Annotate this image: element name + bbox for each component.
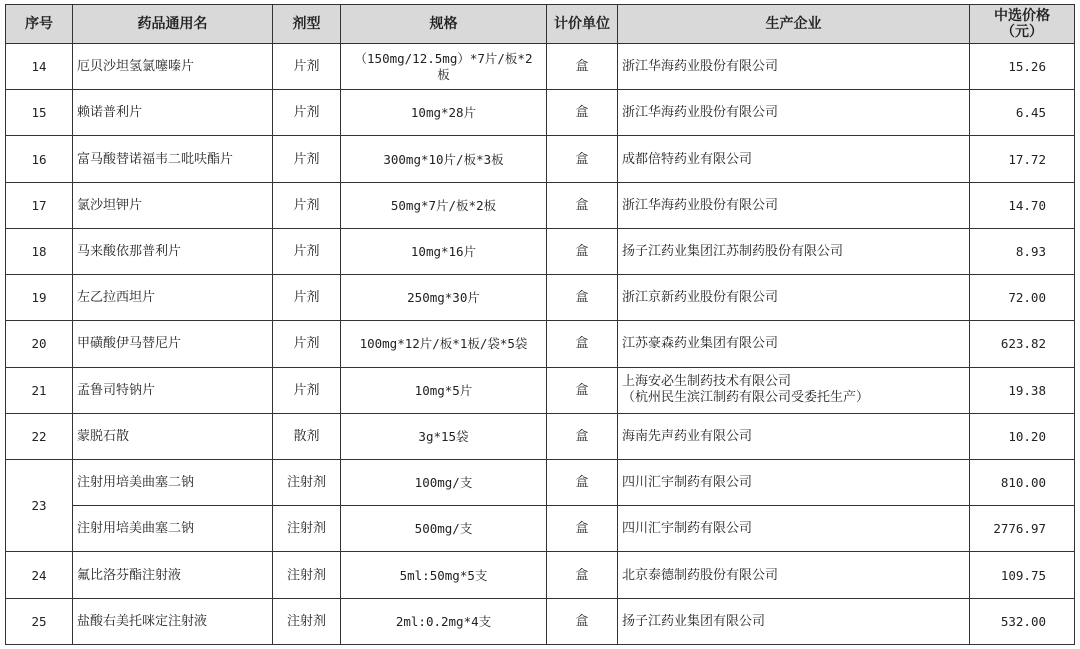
cell-form: 片剂 (273, 228, 341, 274)
cell-name: 厄贝沙坦氢氯噻嗪片 (73, 44, 273, 90)
cell-unit: 盒 (547, 44, 618, 90)
cell-form: 片剂 (273, 321, 341, 367)
table-row (6, 228, 1075, 274)
cell-maker: 扬子江药业集团江苏制药股份有限公司 (618, 228, 970, 274)
cell-maker: 扬子江药业集团有限公司 (618, 598, 970, 644)
cell-name: 孟鲁司特钠片 (73, 367, 273, 413)
cell-spec: 3g*15袋 (341, 413, 547, 459)
cell-form: 注射剂 (273, 506, 341, 552)
header-unit: 计价单位 (547, 5, 618, 44)
table-row (6, 367, 1075, 413)
cell-unit: 盒 (547, 321, 618, 367)
cell-spec: 250mg*30片 (341, 275, 547, 321)
cell-no: 20 (6, 321, 73, 367)
table-row (6, 552, 1075, 598)
table-row (6, 136, 1075, 182)
cell-price: 109.75 (970, 552, 1075, 598)
table-row (6, 598, 1075, 644)
cell-no: 17 (6, 182, 73, 228)
cell-spec: 100mg/支 (341, 459, 547, 505)
cell-name: 左乙拉西坦片 (73, 275, 273, 321)
drug-price-table (5, 4, 1075, 645)
cell-maker: 浙江华海药业股份有限公司 (618, 44, 970, 90)
table-row (6, 275, 1075, 321)
cell-unit: 盒 (547, 90, 618, 136)
cell-price: 8.93 (970, 228, 1075, 274)
table-row (6, 90, 1075, 136)
cell-name: 马来酸依那普利片 (73, 228, 273, 274)
cell-name: 注射用培美曲塞二钠 (73, 506, 273, 552)
cell-maker: 四川汇宇制药有限公司 (618, 506, 970, 552)
cell-form: 片剂 (273, 44, 341, 90)
cell-name: 甲磺酸伊马替尼片 (73, 321, 273, 367)
cell-form: 片剂 (273, 90, 341, 136)
cell-no: 22 (6, 413, 73, 459)
table-row (6, 182, 1075, 228)
cell-no: 15 (6, 90, 73, 136)
cell-unit: 盒 (547, 136, 618, 182)
cell-unit: 盒 (547, 275, 618, 321)
cell-maker: 浙江华海药业股份有限公司 (618, 182, 970, 228)
cell-no: 24 (6, 552, 73, 598)
cell-name: 氟比洛芬酯注射液 (73, 552, 273, 598)
cell-unit: 盒 (547, 506, 618, 552)
cell-no: 14 (6, 44, 73, 90)
header-spec: 规格 (341, 5, 547, 44)
cell-spec: 500mg/支 (341, 506, 547, 552)
cell-spec: 10mg*28片 (341, 90, 547, 136)
cell-form: 注射剂 (273, 459, 341, 505)
cell-spec: 5ml:50mg*5支 (341, 552, 547, 598)
table-row (6, 321, 1075, 367)
cell-no: 19 (6, 275, 73, 321)
cell-spec: 50mg*7片/板*2板 (341, 182, 547, 228)
header-price: 中选价格 （元） (970, 5, 1075, 44)
cell-price: 10.20 (970, 413, 1075, 459)
cell-maker: 江苏豪森药业集团有限公司 (618, 321, 970, 367)
cell-price: 15.26 (970, 44, 1075, 90)
cell-name: 赖诺普利片 (73, 90, 273, 136)
cell-spec: 10mg*16片 (341, 228, 547, 274)
cell-form: 片剂 (273, 275, 341, 321)
cell-no: 25 (6, 598, 73, 644)
cell-name: 注射用培美曲塞二钠 (73, 459, 273, 505)
cell-price: 14.70 (970, 182, 1075, 228)
cell-price: 2776.97 (970, 506, 1075, 552)
cell-unit: 盒 (547, 459, 618, 505)
cell-no: 21 (6, 367, 73, 413)
table-row (6, 459, 1075, 505)
cell-spec: 300mg*10片/板*3板 (341, 136, 547, 182)
cell-no: 16 (6, 136, 73, 182)
cell-form: 注射剂 (273, 552, 341, 598)
cell-maker: 海南先声药业有限公司 (618, 413, 970, 459)
cell-unit: 盒 (547, 182, 618, 228)
cell-unit: 盒 (547, 413, 618, 459)
cell-form: 片剂 (273, 136, 341, 182)
cell-name: 盐酸右美托咪定注射液 (73, 598, 273, 644)
cell-spec: 100mg*12片/板*1板/袋*5袋 (341, 321, 547, 367)
header-row (6, 5, 1075, 44)
header-maker: 生产企业 (618, 5, 970, 44)
cell-price: 532.00 (970, 598, 1075, 644)
table-row (6, 506, 1075, 552)
cell-maker: 成都倍特药业有限公司 (618, 136, 970, 182)
cell-name: 氯沙坦钾片 (73, 182, 273, 228)
cell-price: 6.45 (970, 90, 1075, 136)
cell-price: 810.00 (970, 459, 1075, 505)
cell-form: 片剂 (273, 182, 341, 228)
header-name: 药品通用名 (73, 5, 273, 44)
cell-form: 注射剂 (273, 598, 341, 644)
cell-price: 72.00 (970, 275, 1075, 321)
cell-unit: 盒 (547, 552, 618, 598)
cell-unit: 盒 (547, 598, 618, 644)
cell-unit: 盒 (547, 228, 618, 274)
cell-maker: 四川汇宇制药有限公司 (618, 459, 970, 505)
cell-price: 19.38 (970, 367, 1075, 413)
cell-name: 富马酸替诺福韦二吡呋酯片 (73, 136, 273, 182)
cell-unit: 盒 (547, 367, 618, 413)
cell-spec: （150mg/12.5mg）*7片/板*2 板 (341, 44, 547, 90)
cell-maker: 上海安必生制药技术有限公司 （杭州民生滨江制药有限公司受委托生产） (618, 367, 970, 413)
table-row (6, 44, 1075, 90)
cell-spec: 2ml:0.2mg*4支 (341, 598, 547, 644)
cell-spec: 10mg*5片 (341, 367, 547, 413)
cell-form: 片剂 (273, 367, 341, 413)
cell-maker: 浙江京新药业股份有限公司 (618, 275, 970, 321)
cell-maker: 浙江华海药业股份有限公司 (618, 90, 970, 136)
cell-no: 18 (6, 228, 73, 274)
header-form: 剂型 (273, 5, 341, 44)
header-no: 序号 (6, 5, 73, 44)
cell-no: 23 (6, 459, 73, 551)
cell-price: 623.82 (970, 321, 1075, 367)
cell-maker: 北京泰德制药股份有限公司 (618, 552, 970, 598)
cell-price: 17.72 (970, 136, 1075, 182)
cell-name: 蒙脱石散 (73, 413, 273, 459)
table-row (6, 413, 1075, 459)
cell-form: 散剂 (273, 413, 341, 459)
